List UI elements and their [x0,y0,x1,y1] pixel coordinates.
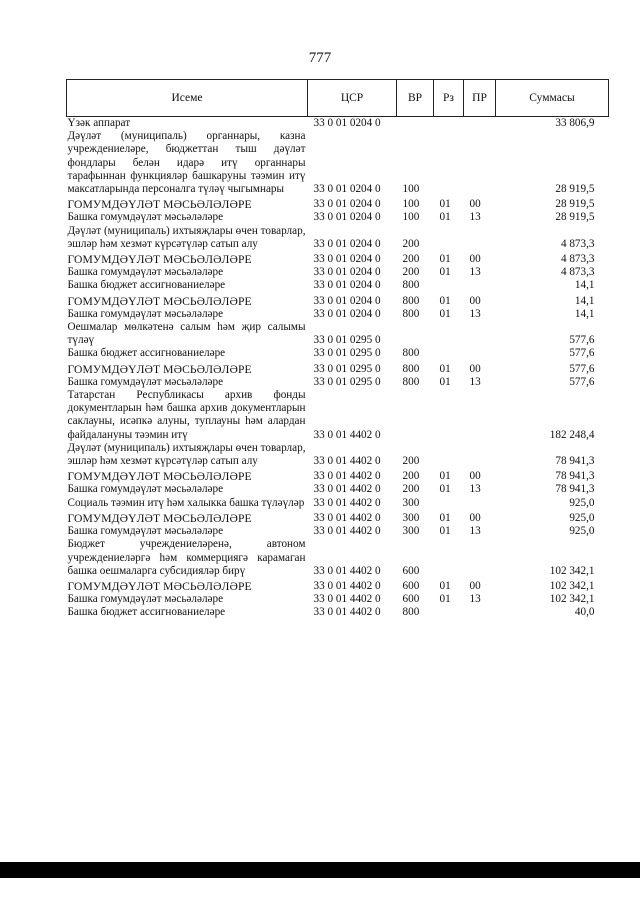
scan-edge-bar [0,862,640,878]
cell-sum: 577,6 [569,347,595,360]
cell-name: Башка бюджет ассигнованиеләре [67,347,226,360]
cell-rz [434,117,464,131]
cell-pr: 00 [469,253,481,266]
table-row [67,593,609,606]
cell-sum: 14,1 [574,279,595,292]
cell-vr [397,389,434,442]
cell-name: ГОМУМДӘҮЛӘТ МӘСЬӘЛӘЛӘРЕ [67,470,252,484]
cell-rz: 01 [439,470,451,483]
cell-csr: 33 0 01 4402 0 [313,593,381,606]
table-row [67,483,609,496]
cell-csr: 33 0 01 0204 0 [313,183,381,196]
cell-pr [464,389,496,442]
cell-name: ГОМУМДӘҮЛӘТ МӘСЬӘЛӘЛӘРЕ [67,579,252,593]
cell-vr: 200 [402,266,420,279]
cell-csr: 33 0 01 4402 0 [313,483,381,496]
cell-rz [434,347,464,360]
cell-pr: 00 [469,511,481,524]
table-body [67,117,609,620]
cell-vr [397,117,434,131]
cell-name: ГОМУМДӘҮЛӘТ МӘСЬӘЛӘЛӘРЕ [67,362,252,376]
cell-rz: 01 [439,525,451,538]
cell-sum: 14,1 [574,307,595,320]
cell-vr: 600 [402,593,420,606]
table-row [67,361,609,376]
cell-sum: 33 806,9 [555,117,595,129]
cell-pr: 00 [469,362,481,375]
cell-name: Дәүләт (муниципаль) органнары, казна учреждениеләре, бюджеттан тыш дәүләт фондлары белән идарә итү органнары тарафыннан функцияләр башкаруны тәэмин итү максатларында персоналга түләү чыгымнары [67,130,306,196]
cell-name: ГОМУМДӘҮЛӘТ МӘСЬӘЛӘЛӘРЕ [67,253,252,267]
cell-vr: 300 [402,525,420,538]
cell-csr: 33 0 01 0204 0 [313,266,381,279]
cell-csr: 33 0 01 4402 0 [313,428,381,441]
cell-sum: 102 342,1 [549,564,595,577]
cell-pr [464,279,496,292]
table-row [67,376,609,389]
cell-csr: 33 0 01 0204 0 [313,307,381,320]
cell-pr: 13 [469,525,481,538]
cell-sum: 925,0 [569,496,595,509]
cell-vr: 300 [402,496,420,509]
header-sum: Суммасы [496,80,609,117]
cell-rz [434,321,464,347]
cell-pr [464,442,496,468]
cell-sum: 14,1 [574,294,595,307]
cell-rz: 01 [439,579,451,592]
cell-vr: 800 [402,375,420,388]
cell-vr: 200 [402,237,420,250]
cell-rz [434,225,464,251]
cell-pr [464,606,496,619]
cell-sum: 4 873,3 [560,253,595,266]
cell-name: Башка гомумдәүләт мәсьәләләре [67,483,224,496]
cell-sum: 4 873,3 [560,266,595,279]
cell-rz [434,130,464,196]
cell-name: Башка гомумдәүләт мәсьәләләре [67,266,224,279]
budget-table-container [66,79,608,620]
cell-csr: 33 0 01 0204 0 [313,253,381,266]
cell-rz: 01 [439,253,451,266]
table-row [67,525,609,538]
cell-rz [434,538,464,578]
cell-pr: 13 [469,266,481,279]
table-row [67,468,609,483]
cell-rz: 01 [439,307,451,320]
cell-vr: 800 [402,307,420,320]
cell-rz [434,497,464,510]
cell-csr: 33 0 01 0295 0 [313,347,381,360]
cell-csr: 33 0 01 0204 0 [313,279,381,292]
cell-sum: 28 919,5 [555,183,595,196]
cell-sum: 40,0 [574,606,595,619]
cell-vr: 800 [402,294,420,307]
cell-name: Башка бюджет ассигнованиеләре [67,279,226,292]
header-name: Исеме [67,80,308,117]
table-row [67,497,609,510]
cell-name: Башка гомумдәүләт мәсьәләләре [67,525,224,538]
table-row [67,578,609,593]
cell-rz: 01 [439,294,451,307]
cell-pr: 00 [469,198,481,211]
cell-csr: 33 0 01 0295 0 [313,334,381,347]
cell-csr: 33 0 01 0295 0 [313,362,381,375]
cell-sum: 102 342,1 [549,579,595,592]
cell-vr: 800 [402,362,420,375]
cell-pr: 13 [469,375,481,388]
cell-pr [464,347,496,360]
cell-rz: 01 [439,483,451,496]
cell-vr: 800 [402,606,420,619]
cell-vr: 200 [402,470,420,483]
table-row [67,117,609,131]
cell-rz [434,279,464,292]
cell-sum: 28 919,5 [555,211,595,224]
cell-name: Башка гомумдәүләт мәсьәләләре [67,375,224,388]
table-row [67,251,609,266]
cell-csr: 33 0 01 4402 0 [313,564,381,577]
table-row [67,225,609,251]
cell-sum: 28 919,5 [555,198,595,211]
cell-vr: 800 [402,279,420,292]
cell-vr: 100 [402,183,420,196]
header-row [67,80,609,117]
cell-name: ГОМУМДӘҮЛӘТ МӘСЬӘЛӘЛӘРЕ [67,294,252,308]
cell-name: Үзәк аппарат [67,117,131,129]
cell-name: Социаль тәэмин итү һәм халыкка башка түләүләр [67,496,305,509]
cell-name: Оешмалар мөлкәтенә салым һәм җир салымы түләү [67,321,306,347]
cell-pr: 13 [469,211,481,224]
cell-sum: 577,6 [569,375,595,388]
cell-csr: 33 0 01 4402 0 [313,579,381,592]
cell-rz: 01 [439,593,451,606]
cell-vr: 600 [402,564,420,577]
table-row [67,266,609,279]
cell-csr: 33 0 01 0295 0 [313,375,381,388]
table-row [67,211,609,224]
cell-pr [464,497,496,510]
table-row [67,347,609,360]
cell-sum: 78 941,3 [555,483,595,496]
cell-vr: 200 [402,253,420,266]
cell-rz: 01 [439,198,451,211]
table-row [67,196,609,211]
cell-sum: 78 941,3 [555,455,595,468]
table-row [67,279,609,292]
header-pr: ПР [464,80,496,117]
cell-csr: 33 0 01 4402 0 [313,455,381,468]
header-rz: Рз [434,80,464,117]
cell-sum: 78 941,3 [555,470,595,483]
cell-vr: 600 [402,579,420,592]
table-row [67,130,609,196]
cell-rz [434,606,464,619]
table-row [67,606,609,619]
cell-pr: 13 [469,593,481,606]
cell-vr: 200 [402,483,420,496]
cell-name: Башка гомумдәүләт мәсьәләләре [67,593,224,606]
cell-sum: 925,0 [569,511,595,524]
table-row [67,308,609,321]
cell-name: ГОМУМДӘҮЛӘТ МӘСЬӘЛӘЛӘРЕ [67,511,252,525]
cell-rz [434,442,464,468]
cell-csr: 33 0 01 0204 0 [313,198,381,211]
cell-name: Башка гомумдәүләт мәсьәләләре [67,211,224,224]
table-header [67,80,609,117]
cell-pr [464,538,496,578]
table-row [67,442,609,468]
cell-sum: 925,0 [569,525,595,538]
cell-name: Дәүләт (муниципаль) ихтыяҗлары өчен товарлар, эшләр һәм хезмәт күрсәтүләр сатып алу [67,224,306,250]
page-number: 777 [308,50,332,66]
cell-csr: 33 0 01 0204 0 [313,294,381,307]
cell-vr: 800 [402,347,420,360]
cell-rz [434,389,464,442]
cell-pr [464,321,496,347]
table-row [67,389,609,442]
cell-rz: 01 [439,375,451,388]
cell-csr: 33 0 01 4402 0 [313,470,381,483]
cell-pr [464,225,496,251]
cell-rz: 01 [439,211,451,224]
header-vr: ВР [397,80,434,117]
table-row [67,321,609,347]
cell-csr: 33 0 01 0204 0 [313,211,381,224]
cell-vr: 100 [402,198,420,211]
cell-csr: 33 0 01 4402 0 [313,525,381,538]
cell-csr: 33 0 01 4402 0 [313,606,381,619]
header-csr: ЦСР [308,80,397,117]
cell-vr: 200 [402,455,420,468]
cell-name: Татарстан Республикасы архив фонды документларын һәм башка архив документларын саклауны, исәпкә алуны, туплауны һәм алардан файдалануны тәэмин итү [67,389,306,441]
cell-vr [397,321,434,347]
cell-sum: 102 342,1 [549,593,595,606]
cell-pr: 13 [469,483,481,496]
cell-name: Башка бюджет ассигнованиеләре [67,606,226,619]
cell-sum: 4 873,3 [560,237,595,250]
cell-csr: 33 0 01 0204 0 [313,237,381,250]
cell-sum: 577,6 [569,362,595,375]
table-row [67,538,609,578]
cell-pr: 00 [469,579,481,592]
table-row [67,510,609,525]
cell-name: Башка гомумдәүләт мәсьәләләре [67,307,224,320]
cell-pr [464,117,496,131]
cell-rz: 01 [439,266,451,279]
cell-pr: 00 [469,294,481,307]
cell-pr [464,130,496,196]
cell-csr: 33 0 01 0204 0 [313,117,381,129]
cell-sum: 577,6 [569,334,595,347]
cell-pr: 00 [469,470,481,483]
cell-vr: 100 [402,211,420,224]
budget-table [66,79,609,620]
cell-rz: 01 [439,362,451,375]
cell-name: Дәүләт (муниципаль) ихтыяҗлары өчен товарлар, эшләр һәм хезмәт күрсәтүләр сатып алу [67,441,306,468]
cell-name: Бюджет учреждениеләренә, автоном учреждениеләргә һәм коммерциягә карамаган башка оешмаларга субсидияләр бирү [67,538,306,577]
table-row [67,293,609,308]
cell-csr: 33 0 01 4402 0 [313,496,381,509]
cell-vr: 300 [402,511,420,524]
cell-pr: 13 [469,307,481,320]
cell-csr: 33 0 01 4402 0 [313,511,381,524]
cell-name: ГОМУМДӘҮЛӘТ МӘСЬӘЛӘЛӘРЕ [67,198,252,212]
cell-sum: 182 248,4 [549,428,595,441]
cell-rz: 01 [439,511,451,524]
